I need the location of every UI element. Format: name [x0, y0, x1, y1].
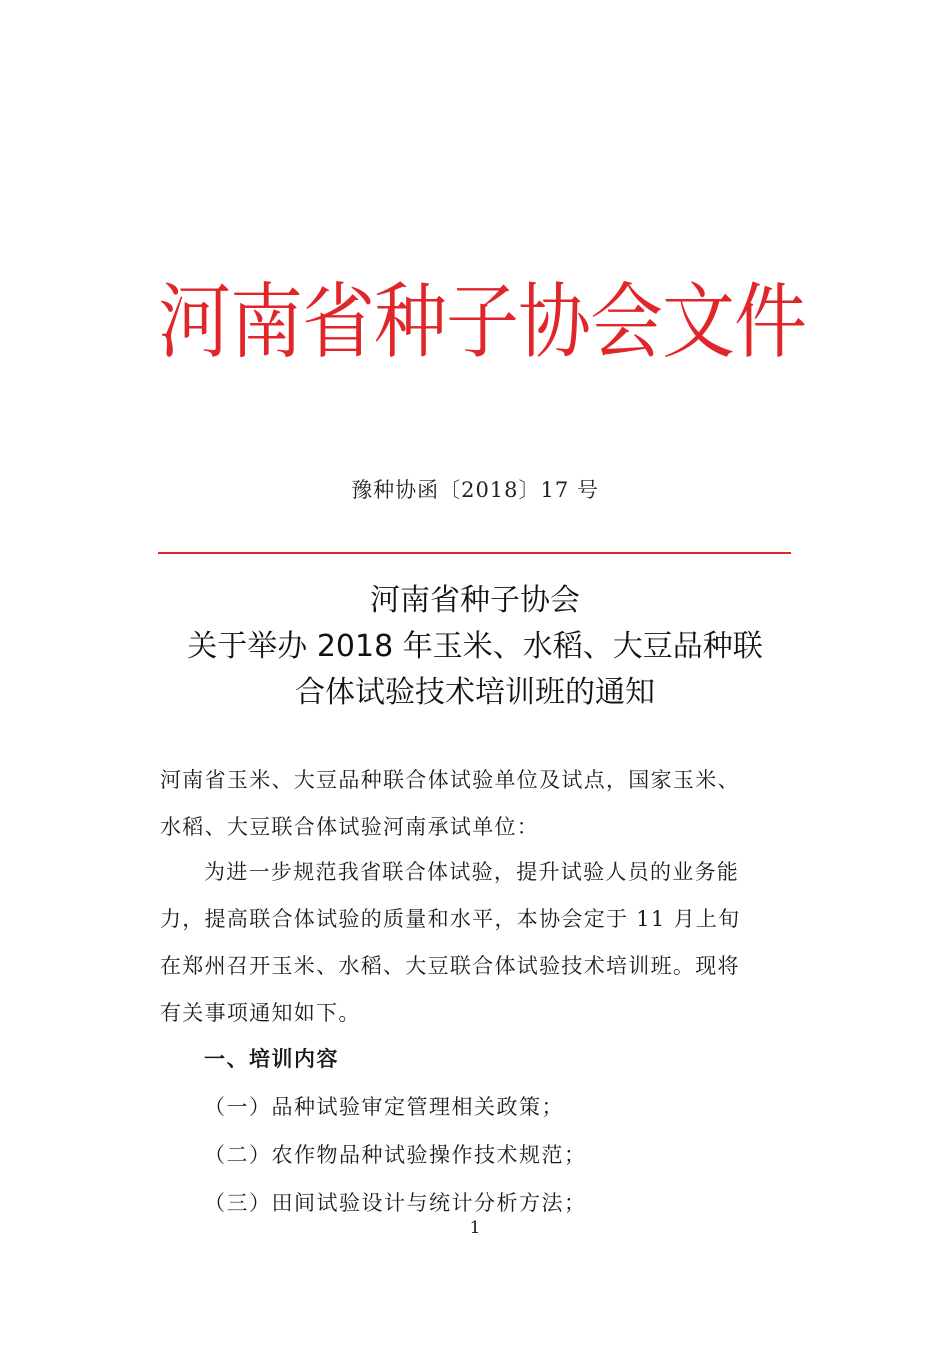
intro-paragraph	[160, 849, 792, 1037]
intro-line-3: 在郑州召开玉米、水稻、大豆联合体试验技术培训班。现将	[160, 954, 740, 978]
title-line-1: 河南省种子协会	[370, 583, 580, 618]
list-item: （二）农作物品种试验操作技术规范；	[204, 1143, 587, 1167]
intro-line-2: 力，提高联合体试验的质量和水平，本协会定于 11 月上旬	[160, 907, 741, 931]
title-line-3: 合体试验技术培训班的通知	[295, 675, 655, 710]
title-line-2: 关于举办 2018 年玉米、水稻、大豆品种联	[187, 629, 763, 664]
addressee-line-2: 水稻、大豆联合体试验河南承试单位：	[160, 815, 540, 839]
document-number: 豫种协函〔2018〕17 号	[351, 478, 599, 502]
red-separator-line	[158, 552, 791, 554]
section-heading-training-content: 一、培训内容	[204, 1047, 339, 1071]
page-number: 1	[469, 1218, 481, 1238]
addressee-paragraph	[160, 757, 792, 851]
training-content-list	[204, 1083, 587, 1227]
intro-line-1: 为进一步规范我省联合体试验，提升试验人员的业务能	[204, 860, 740, 884]
intro-line-4: 有关事项通知如下。	[160, 1001, 361, 1025]
list-item: （一）品种试验审定管理相关政策；	[204, 1095, 564, 1119]
addressee-line-1: 河南省玉米、大豆品种联合体试验单位及试点，国家玉米、	[160, 768, 740, 792]
masthead-title: 河南省种子协会文件	[158, 274, 806, 371]
list-item: （三）田间试验设计与统计分析方法；	[204, 1191, 587, 1215]
notice-title	[150, 578, 800, 716]
